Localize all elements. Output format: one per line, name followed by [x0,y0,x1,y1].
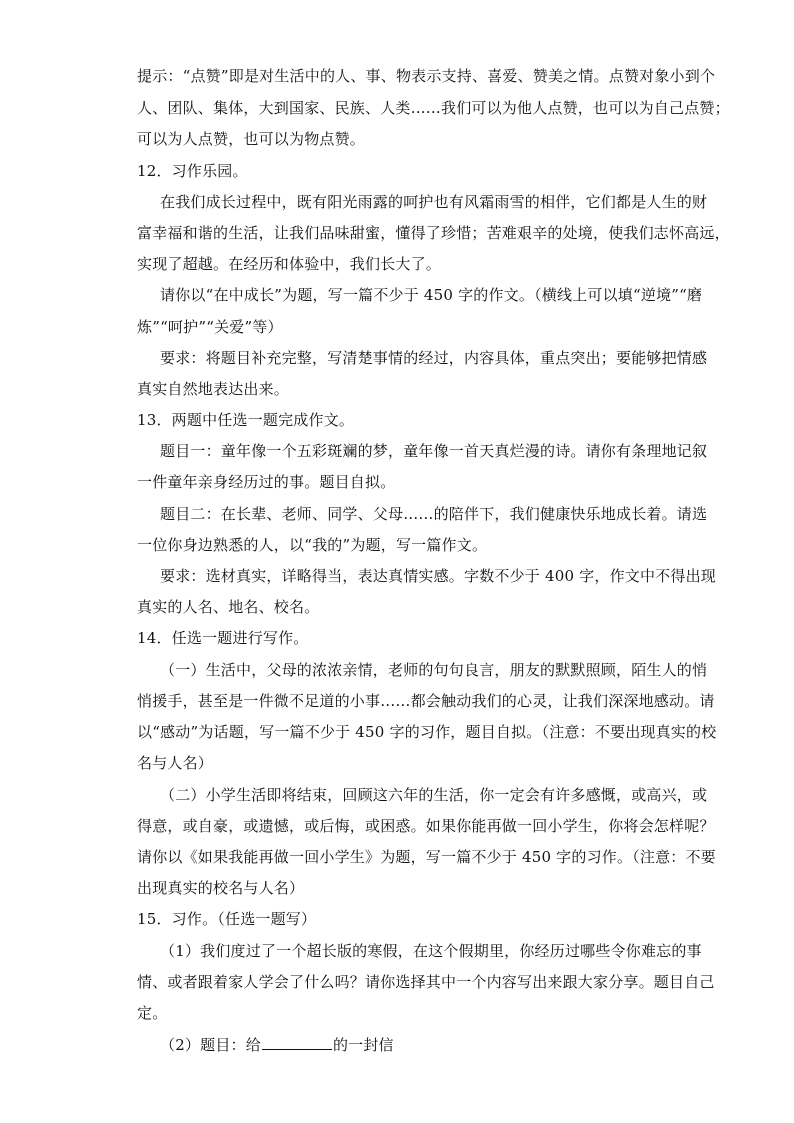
q15-option-1-line-2: 情、或者跟着家人学会了什么吗？请你选择其中一个内容写出来跟大家分享。题目自己 [137,973,715,991]
q14-option-1-line-3: 以“感动”为话题，写一篇不少于 450 字的习作，题目自拟。（注意：不要出现真实的校 [137,723,717,741]
q14-heading: 14．任选一题进行写作。 [137,629,309,647]
q15-option-2-suffix: 的一封信 [332,1036,394,1054]
q14-option-1-line-1: （一）生活中，父母的浓浓亲情，老师的句句良言，朋友的默默照顾，陌生人的悄 [160,661,708,679]
q14-option-1-line-2: 悄援手，甚至是一件微不足道的小事……都会触动我们的心灵，让我们深深地感动。请 [137,692,715,710]
q12-paragraph-1-line-1: 在我们成长过程中，既有阳光雨露的呵护也有风霜雨雪的相伴，它们都是人生的财 [160,193,708,211]
q14-option-1-line-4: 名与人名） [137,754,214,772]
q15-option-1-line-3: 定。 [137,1004,168,1022]
q15-heading: 15．习作。（任选一题写） [137,910,317,928]
q12-paragraph-2-line-2: 炼”“呵护”“关爱”等） [137,318,283,336]
q12-requirement-line-2: 真实自然地表达出来。 [137,380,290,398]
hint-line-3: 可以为人点赞，也可以为物点赞。 [137,130,366,148]
fill-in-blank-line [262,1035,332,1050]
q15-option-2-line [160,1035,394,1055]
q15-option-1-line-1: （1）我们度过了一个超长版的寒假，在这个假期里，你经历过哪些令你难忘的事 [160,942,702,960]
q12-requirement-line-1: 要求：将题目补充完整，写清楚事情的经过，内容具体，重点突出；要能够把情感 [160,349,708,367]
q13-requirement-line-1: 要求：选材真实，详略得当，表达真情实感。字数不少于 400 字，作文中不得出现 [160,567,716,585]
q12-heading: 12．习作乐园。 [137,162,248,180]
q13-topic-2-line-2: 一位你身边熟悉的人，以“我的”为题，写一篇作文。 [137,536,488,554]
hint-line-1: 提示：“点赞”即是对生活中的人、事、物表示支持、喜爱、赞美之情。点赞对象小到个 [137,67,716,85]
q13-topic-1-line-1: 题目一：童年像一个五彩斑斓的梦，童年像一首天真烂漫的诗。请你有条理地记叙 [160,442,708,460]
q15-option-2-prefix: （2）题目：给 [160,1036,261,1054]
q13-topic-1-line-2: 一件童年亲身经历过的事。题目自拟。 [137,473,396,491]
q14-option-2-line-4: 出现真实的校名与人名） [137,879,305,897]
q13-requirement-line-2: 真实的人名、地名、校名。 [137,598,320,616]
q13-heading: 13．两题中任选一题完成作文。 [137,411,355,429]
q14-option-2-line-2: 得意，或自豪，或遗憾，或后悔，或困惑。如果你能再做一回小学生，你将会怎样呢？ [137,817,715,835]
q12-paragraph-1-line-2: 富幸福和谐的生活，让我们品味甜蜜，懂得了珍惜；苦难艰辛的处境，使我们志怀高远， [137,224,730,242]
q14-option-2-line-3: 请你以《如果我能再做一回小学生》为题，写一篇不少于 450 字的习作。（注意：不要 [137,848,716,866]
q12-paragraph-2-line-1: 请你以“在中成长”为题，写一篇不少于 450 字的作文。（横线上可以填“逆境”“磨 [160,286,703,304]
hint-line-2: 人、团队、集体，大到国家、民族、人类……我们可以为他人点赞，也可以为自己点赞； [137,99,730,117]
q13-topic-2-line-1: 题目二：在长辈、老师、同学、父母……的陪伴下，我们健康快乐地成长着。请选 [160,505,708,523]
q14-option-2-line-1: （二）小学生活即将结束，回顾这六年的生活，你一定会有许多感慨，或高兴，或 [160,786,708,804]
q12-paragraph-1-line-3: 实现了超越。在经历和体验中，我们长大了。 [137,255,442,273]
